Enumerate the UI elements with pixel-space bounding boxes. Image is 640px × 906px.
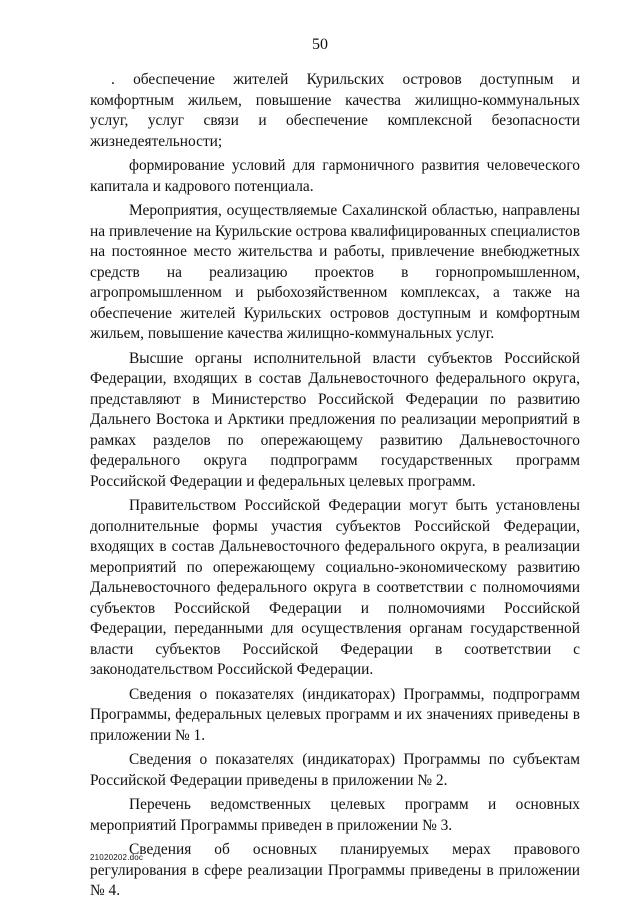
paragraph-sakhalin-measures: Мероприятия, осуществляемые Сахалинской областью, направлены на привлечение на Курильские острова квалифицированных специалистов на постоянное место жительства и работы, привлечение внебюджетных средств на реализацию проектов в горнопромышленном, агропромышленном и рыбохозяйственном комплексах, а также на обеспечение жителей Курильских островов доступным и комфортным жильем, повышение качества жилищно-коммунальных услуг.	[90, 202, 580, 342]
paragraph-executive-bodies: Высшие органы исполнительной власти субъектов Российской Федерации, входящих в состав Дальневосточного федерального округа, представляют в Министерство Российской Федерации по развитию Дальнего Востока и Арктики предложения по реализации мероприятий в рамках разделов по опережающему развитию Дальневосточного федерального округа подпрограмм государственных программ Российской Федерации и федеральных целевых программ.	[90, 349, 580, 490]
paragraph-government-forms: Правительством Российской Федерации могут быть установлены дополнительные формы участия субъектов Российской Федерации, входящих в состав Дальневосточного федерального округа, в реализации мероприятий по опережающему социально-экономическому развитию Дальневосточного федерального округа в соответствии с полномочиями субъектов Российской Федерации и полномочиями Российской Федерации, переданными для осуществления органам государственной власти субъектов Российской Федерации в соответствии с законодательством Российской Федерации.	[90, 497, 580, 678]
paragraph-human-capital: формирование условий для гармоничного развития человеческого капитала и кадрового потенциала.	[90, 157, 580, 195]
paragraph-appendix-4: Сведения об основных планируемых мерах правового регулирования в сфере реализации Программы приведены в приложении № 4.	[90, 841, 580, 899]
document-filename: 21020202.doc	[90, 853, 144, 862]
page-number: 50	[312, 36, 328, 53]
paragraph-appendix-3: Перечень ведомственных целевых программ и основных мероприятий Программы приведен в приложении № 3.	[90, 796, 580, 834]
paragraph-appendix-2: Сведения о показателях (индикаторах) Программы по субъектам Российской Федерации приведены в приложении № 2.	[90, 751, 580, 789]
paragraph-housing-goal: . обеспечение жителей Курильских островов доступным и комфортным жильем, повышение качества жилищно-коммунальных услуг, услуг связи и обеспечение комплексной безопасности жизнедеятельности;	[90, 71, 580, 150]
paragraph-appendix-1: Сведения о показателях (индикаторах) Программы, подпрограмм Программы, федеральных целевых программ и их значениях приведены в приложении № 1.	[90, 685, 580, 744]
document-body	[90, 70, 580, 906]
